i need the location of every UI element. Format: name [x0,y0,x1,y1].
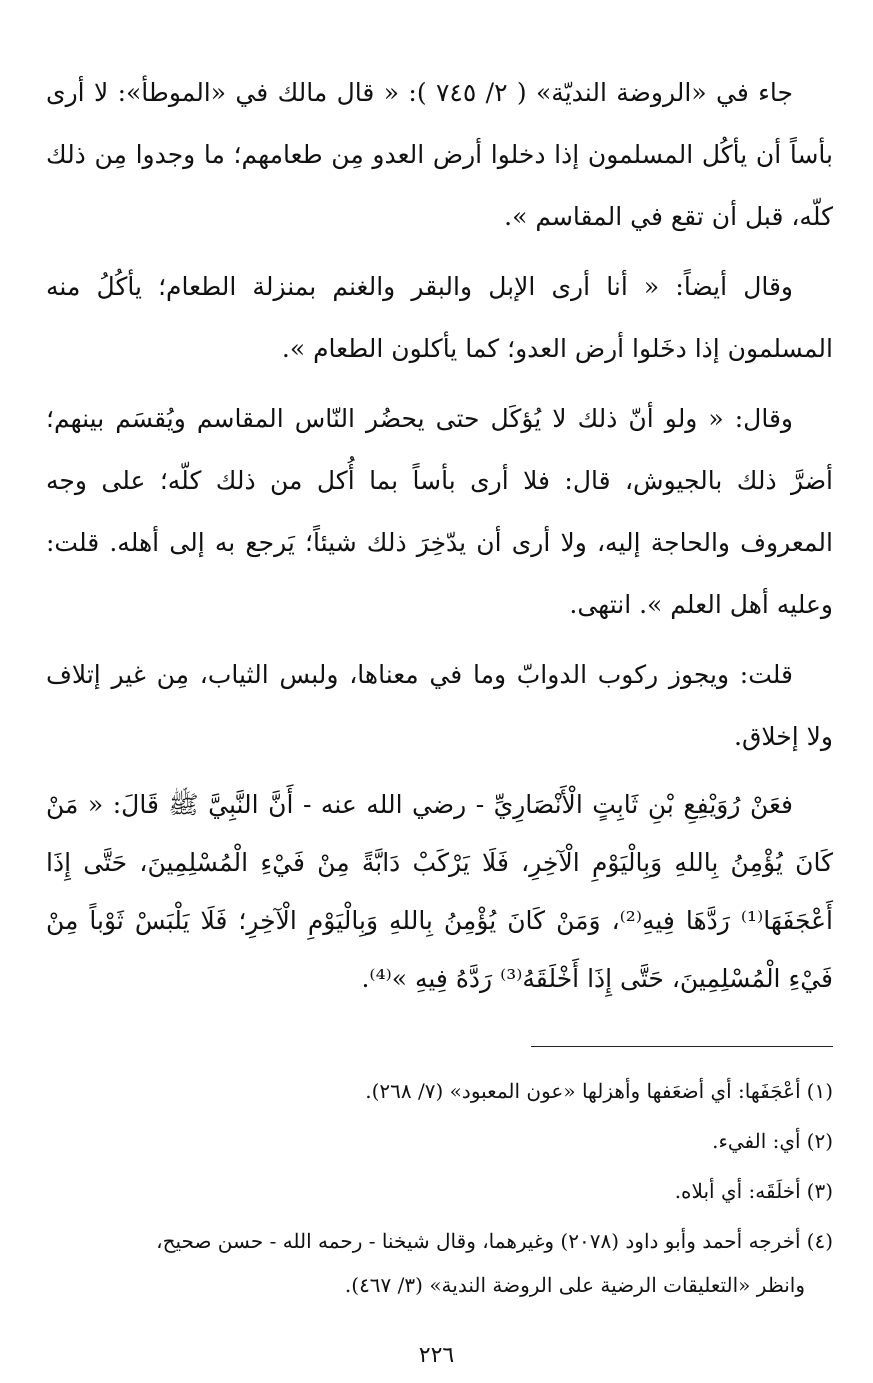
paragraph-armies: وقال: « ولو أنّ ذلك لا يُؤكَل حتى يحضُر النّاس المقاسم ويُقسَم بينهم؛ أضرَّ ذلك بالجيوش، قال: فلا أرى بأساً بما أُكل من ذلك كلّه؛ على وجه المعروف والحاجة إليه، ولا أرى أن يدّخِرَ ذلك شيئاً؛ يَرجع به إلى أهله. قلت: وعليه أهل العلم ». انتهى. [46,404,833,619]
footnote-separator [531,1046,833,1047]
paragraph-hadith: فعَنْ رُوَيْفِعِ بْنِ ثَابِتٍ الْأَنْصَارِيِّ - رضي الله عنه - أَنَّ النَّبِيَّ ﷺ قَالَ: « مَنْ كَانَ يُؤْمِنُ بِاللهِ وَبِالْيَوْمِ الْآخِرِ، فَلَا يَرْكَبْ دَابَّةً مِنْ فَيْءِ الْمُسْلِمِينَ، حَتَّى إِذَا أَعْجَفَهَا⁽¹⁾ رَدَّهَا فِيهِ⁽²⁾، وَمَنْ كَانَ يُؤْمِنُ بِاللهِ وَبِالْيَوْمِ الْآخِرِ؛ فَلَا يَلْبَسْ ثَوْباً مِنْ فَيْءِ الْمُسْلِمِينَ، حَتَّى إِذَا أَخْلَقَهُ⁽³⁾ رَدَّهُ فِيهِ »⁽⁴⁾. [46,790,833,993]
paragraph-rawda-quote: جاء في «الروضة النديّة» ( ٢/ ٧٤٥ ): « قال مالك في «الموطأ»: لا أرى بأساً أن يأكُل المسلمون إذا دخلوا أرض العدو مِن طعامهم؛ ما وجدوا مِن ذلك كلّه، قبل أن تقع في المقاسم ». [46,78,833,231]
footnote-number: (٢) [806,1129,833,1153]
main-text [46,62,833,1008]
footnotes [46,1069,833,1307]
footnote-text: أعْجَفَها: أي أضعَفها وأهزلها «عون المعبود» (٧/ ٢٦٨). [365,1079,801,1103]
page-number: ٢٢٦ [418,1343,455,1368]
footnote-text: أخرجه أحمد وأبو داود (٢٠٧٨) وغيرهما، وقال شيخنا - رحمه الله - حسن صحيح، [156,1229,801,1253]
footnote-number: (١) [806,1079,833,1103]
footnote-1 [46,1069,833,1113]
footnote-number: (٣) [806,1179,833,1203]
footnote-continuation: وانظر «التعليقات الرضية على الروضة الندية» (٣/ ٤٦٧). [344,1273,805,1297]
footnote-2 [46,1119,833,1163]
footnote-3 [46,1169,833,1213]
footnote-4 [46,1219,833,1307]
footnote-text: أخلَقَه: أي أبلاه. [674,1179,801,1203]
footnote-text: أي: الفيء. [712,1129,801,1153]
paragraph-riding-clothing: قلت: ويجوز ركوب الدوابّ وما في معناها، ولبس الثياب، مِن غير إتلاف ولا إخلاق. [46,660,833,751]
paragraph-camels-cattle: وقال أيضاً: « أنا أرى الإبل والبقر والغنم بمنزلة الطعام؛ يأكُلُ منه المسلمون إذا دخَلوا أرض العدو؛ كما يأكلون الطعام ». [46,272,833,363]
footnote-number: (٤) [806,1229,833,1253]
